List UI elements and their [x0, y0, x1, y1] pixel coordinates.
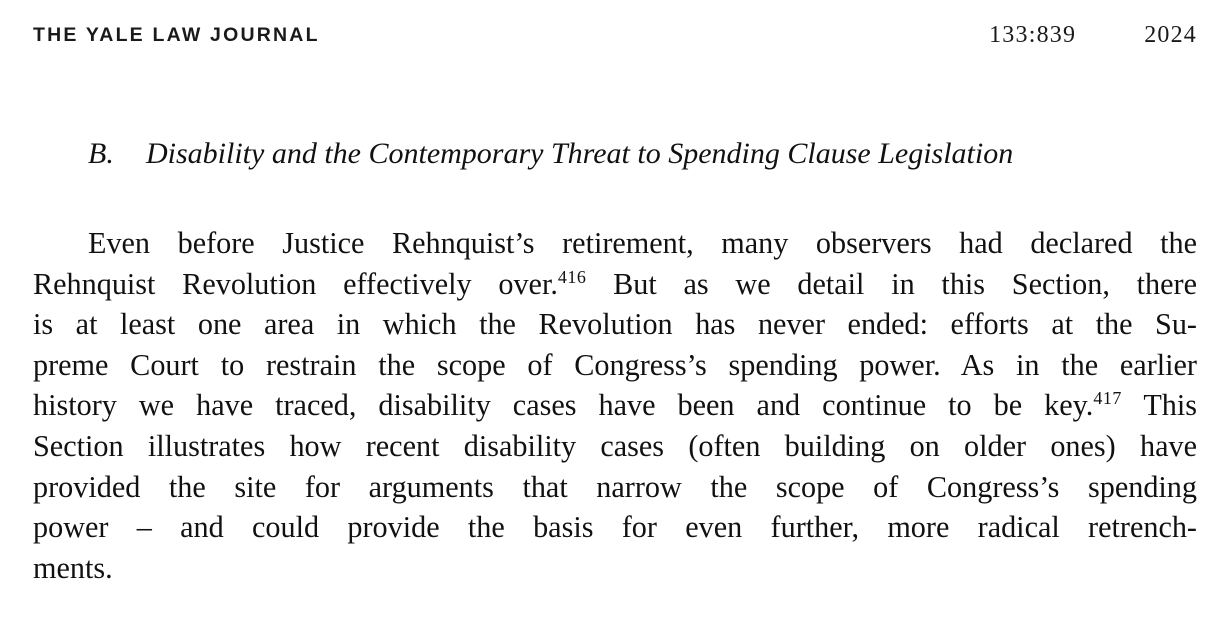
paragraph-line: Section illustrates how recent disability cases (often building on older ones) have	[33, 428, 1197, 463]
paragraph-text: But as we detail in this Section, there	[586, 266, 1197, 301]
paragraph-line	[33, 385, 1197, 426]
paragraph-line	[33, 264, 1197, 305]
body-paragraph	[33, 223, 1197, 588]
paragraph-text: history we have traced, disability cases have been and continue to be key.	[33, 388, 1094, 423]
paragraph-text: This	[1121, 388, 1197, 423]
footnote-marker[interactable]: 417	[1093, 388, 1122, 409]
paragraph-line: preme Court to restrain the scope of Congress’s spending power. As in the earlier	[33, 347, 1197, 382]
paragraph-line: power – and could provide the basis for even further, more radical retrench-	[33, 510, 1197, 545]
journal-name: THE YALE LAW JOURNAL	[33, 23, 320, 46]
section-letter: B.	[88, 137, 114, 170]
publication-year: 2024	[1144, 21, 1197, 48]
paragraph-text: Rehnquist Revolution effectively over.	[33, 266, 558, 301]
volume-page-citation: 133:839	[989, 21, 1077, 48]
section-title: Disability and the Contemporary Threat to Spending Clause Legislation	[146, 137, 1014, 170]
footnote-marker[interactable]: 416	[557, 266, 587, 287]
running-head	[33, 20, 1197, 50]
paragraph-line: Even before Justice Rehnquist’s retirement, many observers had declared the	[88, 226, 1197, 260]
paragraph-line: is at least one area in which the Revolution has never ended: efforts at the Su-	[33, 307, 1197, 342]
running-head-right	[989, 22, 1197, 49]
section-heading	[88, 134, 1204, 174]
paragraph-line: ments.	[33, 550, 113, 585]
paragraph-line: provided the site for arguments that narrow the scope of Congress’s spending	[33, 469, 1197, 504]
